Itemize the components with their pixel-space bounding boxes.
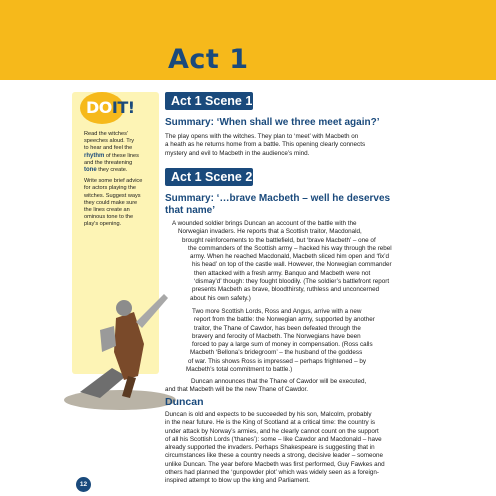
scene-1-heading: Act 1 Scene 1 <box>171 94 253 108</box>
duncan-heading: Duncan <box>165 396 204 408</box>
soldier-illustration <box>60 272 180 412</box>
duncan-body: Duncan is old and expects to be succeeded by his son, Malcolm, probably in the near future. He is the King of Scotland at a critical time: the country is under attack by Norway’s armies, and he clearly cannot count on the support of all his Scottish Lords (‘thanes’): some – like Cawdor and Macdonald – have already supported the invaders. Perhaps Shakespeare is suggesting that in circumstances like these a country needs a strong, decisive leader – someone unlike Duncan. The year before Macbeth was first performed, Guy Fawkes and others had planned the ‘gunpowder plot’ which was widely seen as a foreign- inspired attempt to blow up the king and Parliament. <box>165 411 385 485</box>
badge-it: IT! <box>111 98 135 117</box>
scene-1-summary: Summary: ‘When shall we three meet again?’ <box>165 117 380 128</box>
scene-2-summary: Summary: ‘…brave Macbeth – well he deserves that name’ <box>165 193 391 216</box>
sword-shape <box>136 294 168 328</box>
scene-2-heading-bar <box>165 168 253 186</box>
activity-paragraph-1: Read the witches' speeches aloud. Try to hear and feel the rhythm of these lines and the threatening tone they create. <box>84 131 139 174</box>
helmet-shape <box>116 300 132 316</box>
activity-text <box>84 131 158 233</box>
ground-shadow <box>64 390 176 410</box>
page-number: 12 <box>76 477 91 492</box>
scene-2-paragraph-1: A wounded soldier brings Duncan an account of the battle with the Norwegian invaders. He reports that a Scottish traitor, Macdonald, brought reinforcements to the battlefield, but ‘brave Macbeth’ – one of the commanders of the Scottish army – hacked his way through the rebel army. When he reached Macdonald, Macbeth sliced him open and ‘fix’d his head’ on top of the castle wall. However, the Norwegian commander then attacked with a fresh army. Banquo and Macbeth were not ‘dismay’d’ though: they fought bloodily. (The soldier’s battlefront report presents Macbeth as brave, bloodthirsty, ruthless and unconcerned about his own safety.) <box>172 220 392 302</box>
tone-keyword: tone <box>84 167 97 174</box>
scene-2-paragraph-3: Duncan announces that the Thane of Cawdor will be executed, and that Macbeth will be the new Thane of Cawdor. <box>165 378 367 394</box>
scene-1-heading-bar <box>165 92 253 110</box>
badge-text <box>86 98 135 117</box>
scene-2-heading: Act 1 Scene 2 <box>171 170 253 184</box>
shield-shape <box>100 326 116 352</box>
do-it-badge <box>72 92 159 126</box>
activity-paragraph-2: Write some brief advice for actors playing the witches. Suggest ways they could make sure the lines create an ominous tone to the play's opening. <box>84 178 143 228</box>
rhythm-keyword: rhythm <box>84 152 105 159</box>
scene-1-body: The play opens with the witches. They plan to ‘meet’ with Macbeth on a heath as he returns home from a battle. This opening clearly connects mystery and evil to Macbeth in the audience’s mind. <box>165 133 366 157</box>
scene-2-paragraph-2: Two more Scottish Lords, Ross and Angus, arrive with a new report from the battle: the Norwegian army, supported by another traitor, the Thane of Cawdor, has been defeated through the bravery and ferocity of Macbeth. The Norwegians have been forced to pay a large sum of money in compensation. (Ross calls Macbeth ‘Bellona’s bridegroom’ – the husband of the goddess of war. This shows Ross is impressed – perhaps frightened – by Macbeth’s total commitment to battle.) <box>186 308 375 374</box>
badge-do: DO <box>86 98 112 117</box>
page-title: Act 1 <box>168 44 249 75</box>
